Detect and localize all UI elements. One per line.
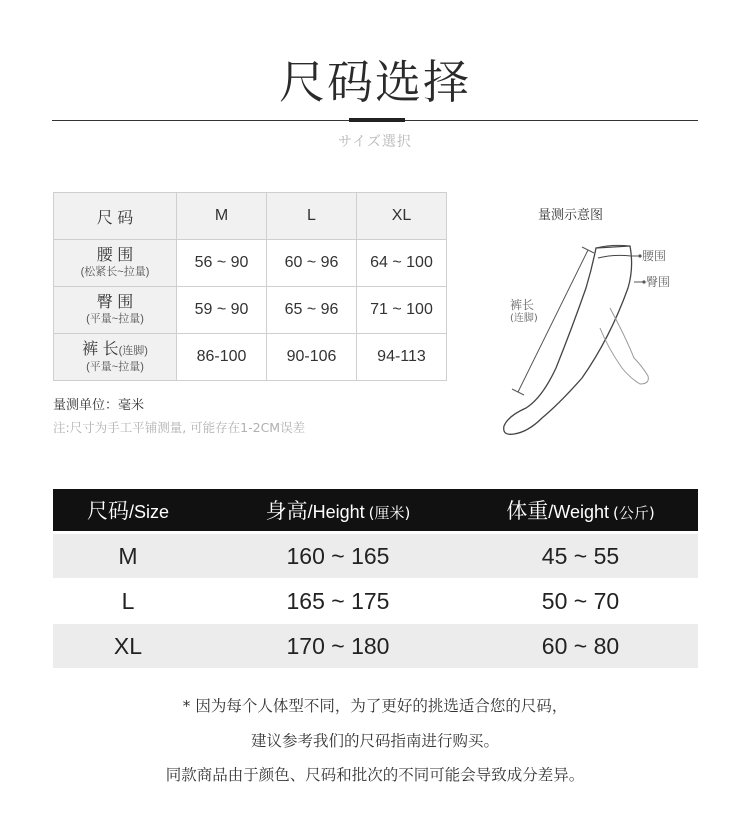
row-name: 腰 围 [96, 247, 134, 264]
footer-note-line-2: 建议参考我们的尺码指南进行购买。 [250, 732, 499, 750]
table-cell: 71 ~ 100 [357, 287, 447, 334]
height-cell: 160 ~ 165 [286, 542, 390, 569]
row-name: 裤 长 [82, 340, 119, 358]
row-label-hip [54, 287, 177, 334]
label-waist: 腰围 [642, 249, 667, 263]
row-label-waist [54, 240, 177, 287]
header-cell-size: 尺 码 [54, 193, 177, 240]
row-name: 臀 围 [96, 294, 134, 311]
unit-note: 量测单位：毫米 [53, 398, 145, 413]
size-row-xl [53, 624, 698, 668]
row-note: (平量~拉量) [86, 360, 144, 373]
diagram-title: 量测示意图 [538, 208, 604, 223]
row-label-length [54, 334, 177, 381]
table-cell: 86-100 [177, 334, 267, 381]
size-row-l [53, 579, 698, 623]
weight-cell: 45 ~ 55 [541, 542, 620, 569]
height-cell: 170 ~ 180 [286, 632, 390, 659]
size-cell: M [118, 542, 138, 569]
table-row-hip [54, 287, 447, 334]
size-row-m [53, 534, 698, 578]
height-cell: 165 ~ 175 [286, 587, 390, 614]
label-length-sub: (连脚) [510, 313, 538, 324]
label-length-text: 裤长 [510, 298, 535, 312]
size-cell: XL [113, 632, 143, 659]
table-cell: 94-113 [357, 334, 447, 381]
weight-cell: 50 ~ 70 [541, 587, 620, 614]
page-subtitle: サイズ選択 [338, 134, 412, 150]
weight-cell: 60 ~ 80 [541, 632, 620, 659]
label-hip: 臀围 [646, 275, 671, 289]
header-size: 尺码 /Size [86, 499, 170, 523]
table-header-row [54, 193, 447, 240]
page-title: 尺码选择 [279, 55, 471, 109]
table-cell: 64 ~ 100 [357, 240, 447, 287]
size-table-header [53, 489, 698, 531]
row-note: (松紧长~拉量) [80, 266, 150, 278]
table-cell: 65 ~ 96 [267, 287, 357, 334]
label-length [510, 298, 538, 326]
measurement-diagram [490, 228, 680, 444]
size-cell: L [121, 587, 135, 614]
table-row-waist [54, 240, 447, 287]
footer-note-line-3: 同款商品由于颜色、尺码和批次的不同可能会导致成分差异。 [165, 766, 585, 784]
header-weight: 体重 /Weight (公斤) [506, 499, 655, 523]
table-cell: 59 ~ 90 [177, 287, 267, 334]
header-height: 身高 /Height (厘米) [265, 499, 411, 523]
table-row-length [54, 334, 447, 381]
table-cell: 60 ~ 96 [267, 240, 357, 287]
footer-note-line-1: * 因为每个人体型不同，为了更好的挑选适合您的尺码， [182, 697, 568, 715]
row-name-suffix: (连脚) [118, 344, 148, 357]
table-cell: 90-106 [267, 334, 357, 381]
measurement-table [53, 192, 447, 381]
header-cell-l: L [267, 193, 357, 240]
title-divider-accent [349, 118, 405, 122]
row-note: (平量~拉量) [86, 313, 144, 325]
header-cell-m: M [177, 193, 267, 240]
header-cell-xl: XL [357, 193, 447, 240]
error-note: 注:尺寸为手工平铺测量, 可能存在1-2CM误差 [53, 420, 306, 435]
table-cell: 56 ~ 90 [177, 240, 267, 287]
